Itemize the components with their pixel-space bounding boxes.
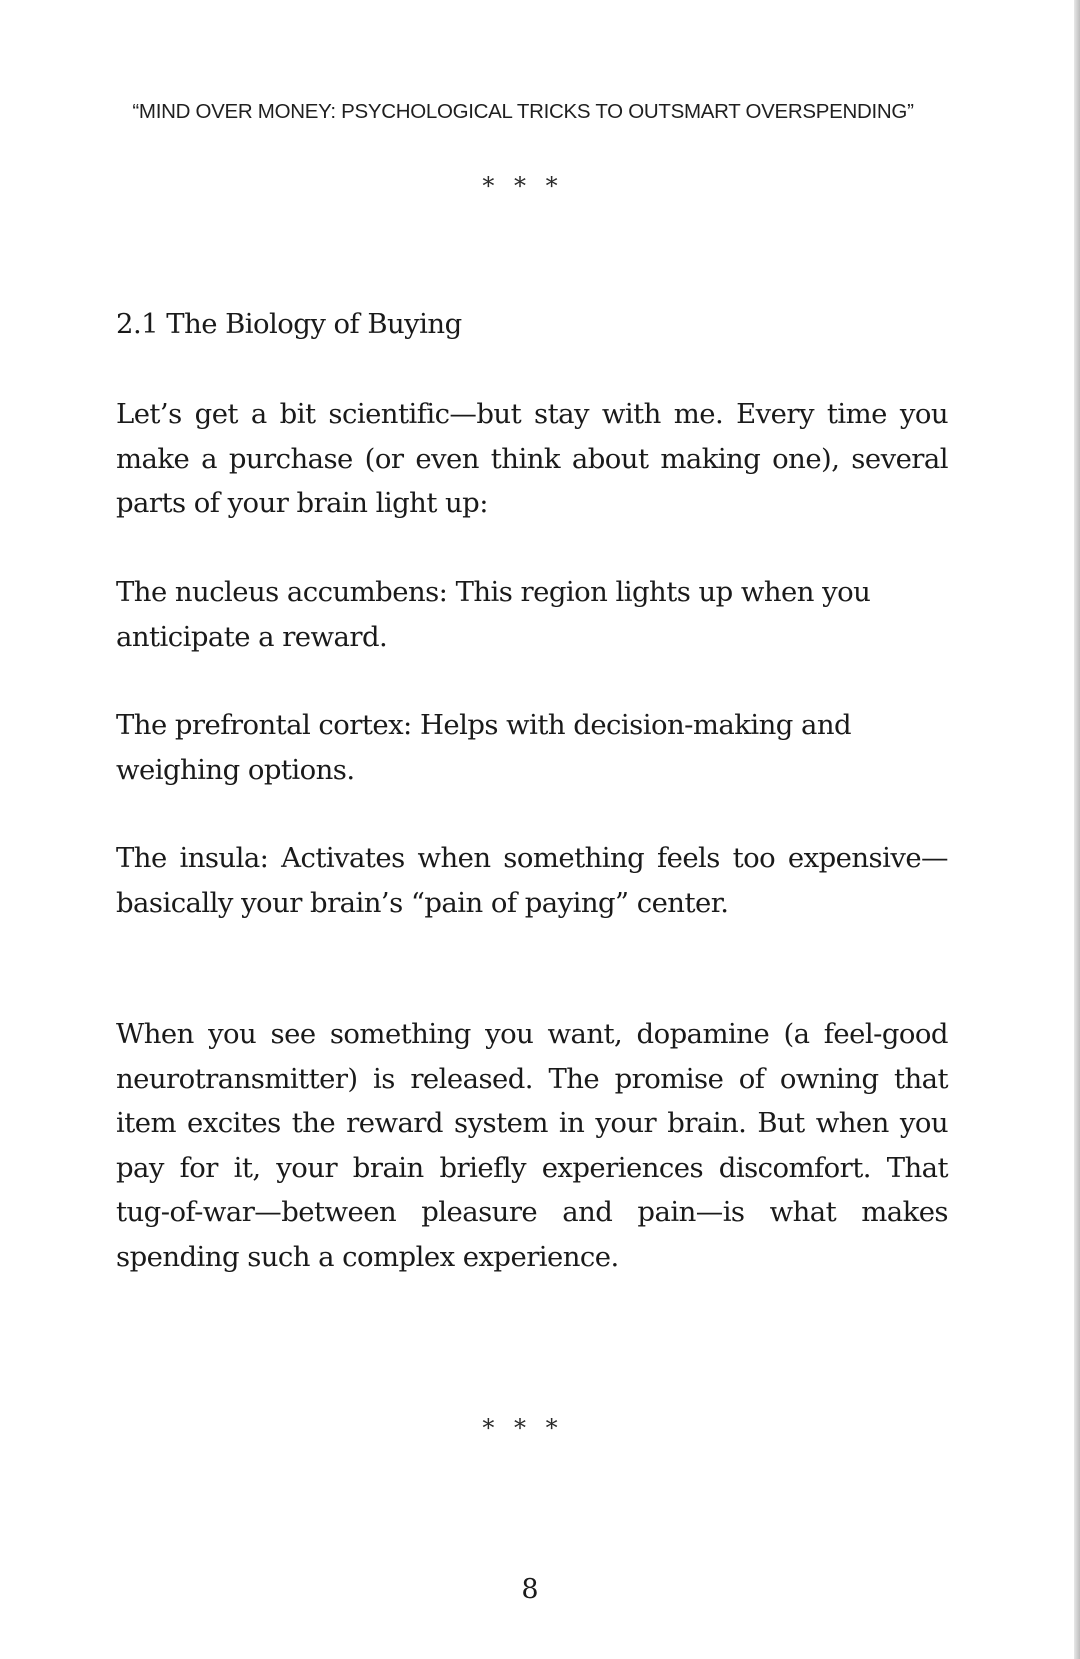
running-head: “MIND OVER MONEY: PSYCHOLOGICAL TRICKS TO OUTSMART OVERSPENDING” [132, 100, 914, 123]
paragraph-prefrontal-cortex: The prefrontal cortex: Helps with decision-making and weighing options. [116, 709, 852, 786]
paragraph-dopamine: When you see something you want, dopamine (a feel-good neurotransmitter) is released. The promise of owning that item excites the reward system in your brain. But when you pay for it, your brain briefly experiences discomfort. That tug-of-war—between pleasure and pain—is what makes spending such a complex experience. [116, 1018, 948, 1273]
page-edge-shadow [1074, 0, 1080, 1659]
section-divider-bottom: * * * [482, 1414, 564, 1442]
paragraph-intro: Let’s get a bit scientific—but stay with me. Every time you make a purchase (or even think about making one), several parts of your brain light up: [116, 398, 948, 519]
section-divider-top: * * * [482, 172, 564, 200]
paragraph-nucleus-accumbens: The nucleus accumbens: This region lights up when you anticipate a reward. [116, 576, 871, 653]
paragraph-insula: The insula: Activates when something feels too expensive—basically your brain’s “pain of paying” center. [116, 842, 948, 919]
section-heading: 2.1 The Biology of Buying [116, 308, 462, 340]
page-number: 8 [521, 1574, 539, 1605]
